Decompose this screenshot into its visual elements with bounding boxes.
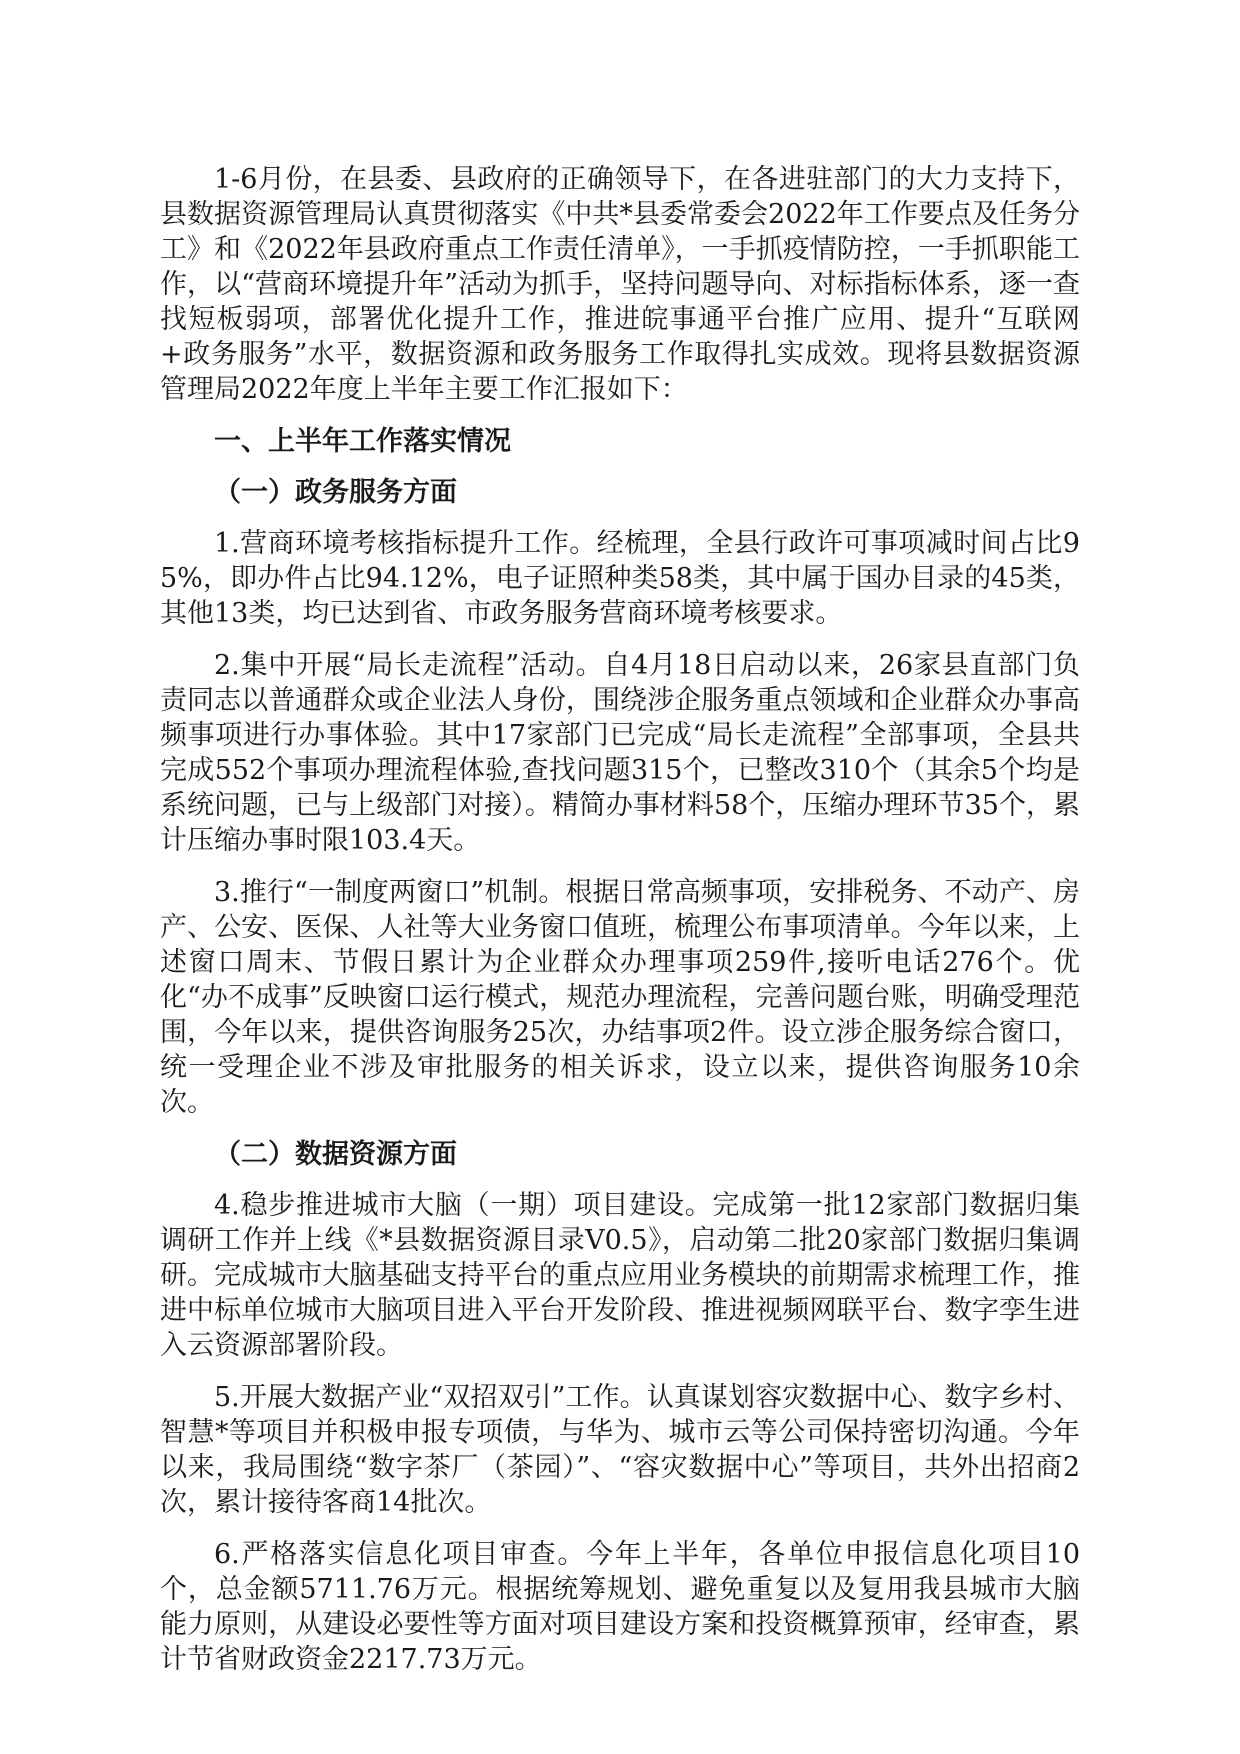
- subsection-heading-government-services: （一）政务服务方面: [214, 477, 457, 508]
- item-paragraph-5: 5.开展大数据产业“双招双引”工作。认真谋划容灾数据中心、数字乡村、智慧*等项目并积极申报专项债，与华为、城市云等公司保持密切沟通。今年以来，我局围绕“数字茶厂（茶园）”、“容灾数据中心”等项目，共外出招商2次，累计接待客商14批次。: [160, 1382, 1080, 1518]
- section-heading: 一、上半年工作落实情况: [214, 426, 511, 457]
- subsection-heading-data-resources: （二）数据资源方面: [214, 1139, 457, 1170]
- item-paragraph-1: 1.营商环境考核指标提升工作。经梳理，全县行政许可事项减时间占比95%，即办件占比94.12%，电子证照种类58类，其中属于国办目录的45类，其他13类，均已达到省、市政务服务营商环境考核要求。: [160, 528, 1080, 629]
- intro-paragraph: 1-6月份，在县委、县政府的正确领导下，在各进驻部门的大力支持下，县数据资源管理局认真贯彻落实《中共*县委常委会2022年工作要点及任务分工》和《2022年县政府重点工作责任清单》，一手抓疫情防控，一手抓职能工作，以“营商环境提升年”活动为抓手，坚持问题导向、对标指标体系，逐一查找短板弱项，部署优化提升工作，推进皖事通平台推广应用、提升“互联网+政务服务”水平，数据资源和政务服务工作取得扎实成效。现将县数据资源管理局2022年度上半年主要工作汇报如下：: [160, 164, 1080, 405]
- item-paragraph-4: 4.稳步推进城市大脑（一期）项目建设。完成第一批12家部门数据归集调研工作并上线《*县数据资源目录V0.5》，启动第二批20家部门数据归集调研。完成城市大脑基础支持平台的重点应用业务模块的前期需求梳理工作，推进中标单位城市大脑项目进入平台开发阶段、推进视频网联平台、数字孪生进入云资源部署阶段。: [160, 1190, 1080, 1361]
- item-paragraph-6: 6.严格落实信息化项目审查。今年上半年，各单位申报信息化项目10个，总金额5711.76万元。根据统筹规划、避免重复以及复用我县城市大脑能力原则，从建设必要性等方面对项目建设方案和投资概算预审，经审查，累计节省财政资金2217.73万元。: [160, 1539, 1080, 1675]
- item-paragraph-2: 2.集中开展“局长走流程”活动。自4月18日启动以来，26家县直部门负责同志以普通群众或企业法人身份，围绕涉企服务重点领域和企业群众办事高频事项进行办事体验。其中17家部门已完成“局长走流程”全部事项，全县共完成552个事项办理流程体验,查找问题315个，已整改310个（其余5个均是系统问题，已与上级部门对接）。精简办事材料58个，压缩办理环节35个，累计压缩办事时限103.4天。: [160, 650, 1080, 856]
- item-paragraph-3: 3.推行“一制度两窗口”机制。根据日常高频事项，安排税务、不动产、房产、公安、医保、人社等大业务窗口值班，梳理公布事项清单。今年以来，上述窗口周末、节假日累计为企业群众办理事项259件,接听电话276个。优化“办不成事”反映窗口运行模式，规范办理流程，完善问题台账，明确受理范围，今年以来，提供咨询服务25次，办结事项2件。设立涉企服务综合窗口，统一受理企业不涉及审批服务的相关诉求，设立以来，提供咨询服务10余次。: [160, 877, 1080, 1118]
